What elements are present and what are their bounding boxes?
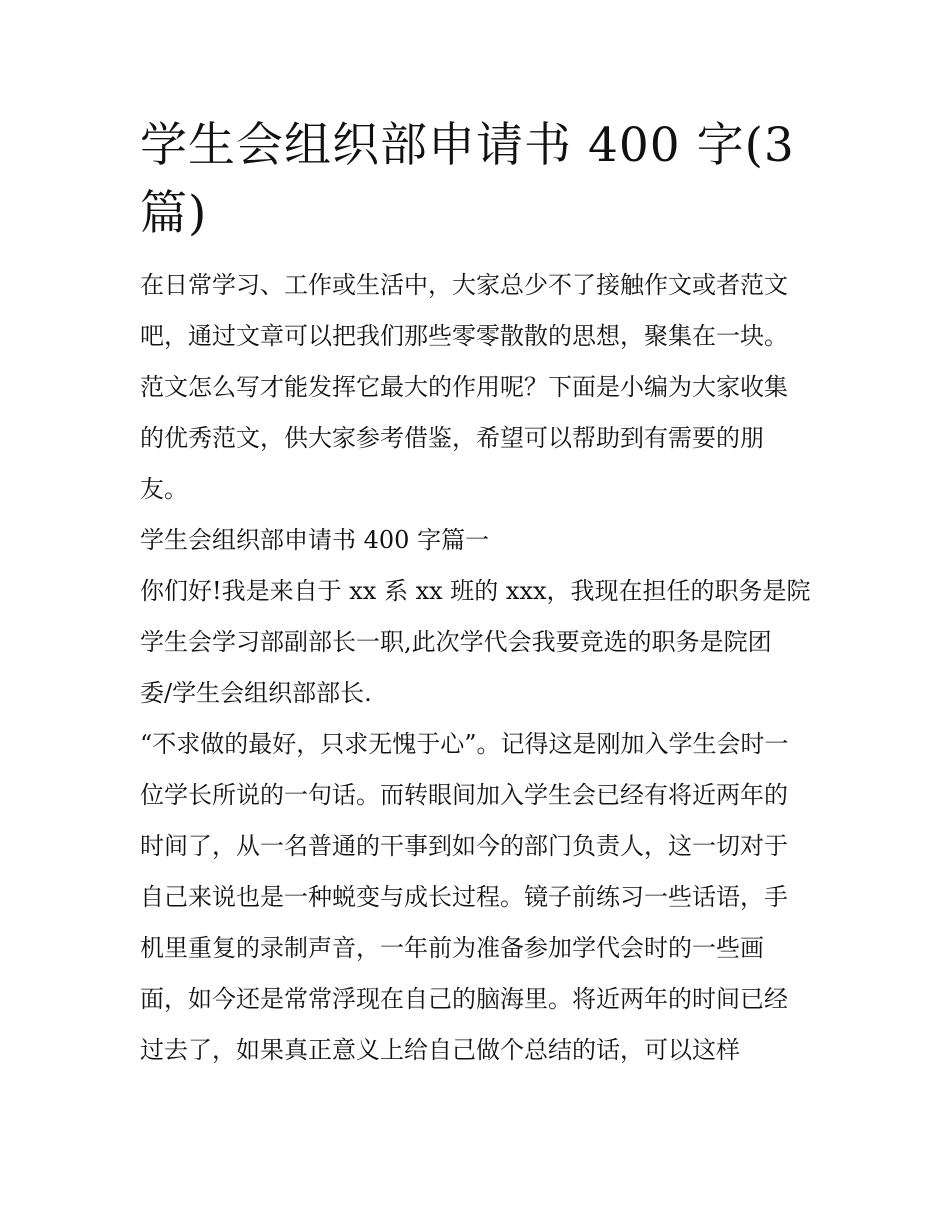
intro-line: 吧，通过文章可以把我们那些零零散散的思想，聚集在一块。 [140, 322, 788, 350]
body-line: 过去了，如果真正意义上给自己做个总结的话，可以这样 [140, 1036, 740, 1064]
body-paragraph-1 [140, 566, 820, 719]
title-line-2: 篇) [140, 186, 208, 241]
body-line: 时间了，从一名普通的干事到如今的部门负责人，这一切对于 [140, 832, 788, 860]
intro-line: 的优秀范文，供大家参考借鉴，希望可以帮助到有需要的朋 [140, 424, 764, 452]
body-line: 面，如今还是常常浮现在自己的脑海里。将近两年的时间已经 [140, 985, 788, 1013]
intro-paragraph [140, 260, 820, 515]
intro-line: 范文怎么写才能发挥它最大的作用呢？下面是小编为大家收集 [140, 373, 788, 401]
intro-line: 在日常学习、工作或生活中，大家总少不了接触作文或者范文 [140, 271, 788, 299]
section-heading-text: 学生会组织部申请书 400 字篇一 [140, 526, 490, 554]
body-paragraph-2 [140, 719, 820, 1076]
body-line: 自己来说也是一种蜕变与成长过程。镜子前练习一些话语，手 [140, 883, 788, 911]
section-heading [140, 515, 820, 566]
body-line: 学生会学习部副部长一职,此次学代会我要竞选的职务是院团 [140, 628, 772, 656]
title-line-1: 学生会组织部申请书 400 字(3 [140, 118, 795, 173]
document-title [140, 112, 820, 248]
document-page [140, 112, 820, 1076]
body-line: 委/学生会组织部部长. [140, 679, 372, 707]
body-line: 机里重复的录制声音，一年前为准备参加学代会时的一些画 [140, 934, 764, 962]
body-line: 位学长所说的一句话。而转眼间加入学生会已经有将近两年的 [140, 781, 788, 809]
body-line: 你们好!我是来自于 xx 系 xx 班的 xxx，我现在担任的职务是院 [140, 577, 811, 605]
intro-line: 友。 [140, 475, 188, 503]
body-line: “不求做的最好，只求无愧于心”。记得这是刚加入学生会时一 [140, 730, 789, 758]
